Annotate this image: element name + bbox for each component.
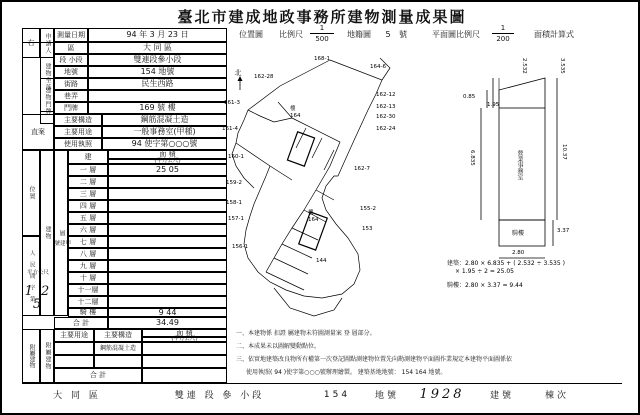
plan-scale-denominator: 200 <box>496 34 510 43</box>
parcel-label-144: 144 <box>316 258 327 264</box>
footer-floor-label: 棟次 <box>544 391 569 401</box>
floor-area-7 <box>108 248 227 260</box>
dim-left-085: 0.85 <box>463 94 476 100</box>
formula-line-1: 建築：2.80 × 6.835 + ( 2.532 ÷ 3.535 ) <box>447 260 565 267</box>
center-building-label-a: 樓 164 <box>290 106 301 119</box>
struct-label-2: 使用執照 <box>54 138 102 150</box>
footer-district: 大 同 區 <box>53 391 101 401</box>
floor-label-8: 九 層 <box>68 260 108 272</box>
floor-label-0: 一 層 <box>68 164 108 176</box>
footer-divider <box>22 383 622 384</box>
floor-vertical-label: 層 <box>54 150 68 316</box>
floor-area-9 <box>108 272 227 284</box>
right-mark: 右 <box>22 28 40 58</box>
row-value-section: 雙連段參小段 <box>88 54 227 66</box>
dim-left-195: 1.95 <box>487 102 500 108</box>
floor-area-0: 25 05 <box>108 164 227 176</box>
parcel-label-164-6: 164-6 <box>370 64 386 70</box>
attach-area-2 <box>142 355 227 368</box>
parcel-label-161-4: 161-4 <box>222 126 238 132</box>
building-location-label: 建物坐落 <box>40 42 54 112</box>
cadastral-map-no: 5 <box>385 30 391 39</box>
survey-date-label: 測量日期 <box>54 28 88 42</box>
attached-building-vertical: 附屬建物 <box>40 329 54 383</box>
floor-area-11 <box>108 296 227 308</box>
attach-struct-1: 鋼筋混凝土造 <box>94 342 142 355</box>
floor-label-1: 二 層 <box>68 176 108 188</box>
row-label-lane: 巷弄 <box>54 90 88 102</box>
parcel-label-155-2: 155-2 <box>360 206 376 212</box>
balcony-value: 9 44 <box>108 308 227 317</box>
parcel-label-162-30: 162-30 <box>376 114 396 120</box>
row-value-doorplate: 169 號 樓 <box>88 102 227 114</box>
note-line-1: 一、本建物係 扣證 屬建物未符圖測量案 登 層部分。 <box>236 330 376 337</box>
area-col-header: 面 積 <box>108 150 227 159</box>
main-building-label: 直案 <box>22 114 54 150</box>
scale-label: 比例尺 <box>279 30 303 39</box>
floor-area-4 <box>108 212 227 224</box>
attach-total-value <box>142 368 227 383</box>
floor-area-8 <box>108 260 227 272</box>
attach-col-struct: 主要構造 <box>94 329 142 342</box>
footer-build-label: 建號 <box>489 391 514 401</box>
balcony-label: 騎 樓 <box>68 308 108 317</box>
attached-building-label: 附屬建物 <box>22 329 40 383</box>
plan-calculation-panel <box>447 58 622 307</box>
attach-col-area: 面 積 <box>142 329 227 337</box>
floor-label-10: 十一層 <box>68 284 108 296</box>
parcel-label-153: 153 <box>362 226 373 232</box>
note-line-3: 三、依實地建築改良物所有權第一次登記圖點測建物位置先向勘測建物平面圖作業規定本建物平面圖係依 <box>236 356 513 363</box>
note-line-2: 二、本成果未以圖解變動點位。 <box>236 343 321 350</box>
parcel-label-158-1: 158-1 <box>226 200 242 206</box>
handwritten-number: 1 2 5 <box>24 284 52 312</box>
parcel-label-162-28: 162-28 <box>254 74 274 80</box>
row-label-section: 段 小段 <box>54 54 88 66</box>
north-label: 北 <box>234 68 242 77</box>
formula-line-2: × 1.95 ÷ 2 = 25.05 <box>455 268 514 275</box>
parcel-label-162-24: 162-24 <box>376 126 396 132</box>
floor-col-header: 建 <box>68 150 108 164</box>
dim-bottom-280: 2.80 <box>512 250 525 256</box>
total-value: 34.49 <box>108 317 227 329</box>
porch-label: 騎樓 <box>512 230 525 237</box>
struct-value-1: 一般事務室(甲種) <box>102 126 227 138</box>
floor-area-3 <box>108 200 227 212</box>
formula-line-3: 騎樓：2.80 × 3.37 = 9.44 <box>447 282 523 289</box>
area-unit: (平方公尺) <box>108 159 227 164</box>
parcel-label-162-12: 162-12 <box>376 92 396 98</box>
building-address-label: 建物門牌 <box>40 78 54 124</box>
floor-area-10 <box>108 284 227 296</box>
stamp-vertical-text: 人 民 間 字 第 <box>22 236 40 316</box>
row-value-street: 民生西路 <box>88 78 227 90</box>
floor-area-6 <box>108 236 227 248</box>
location-vertical-label: 位置 <box>22 150 40 236</box>
dim-top-2532: 2.532 <box>521 58 527 74</box>
parcel-label-161-3: 161-3 <box>224 100 240 106</box>
scale-denominator: 500 <box>315 34 329 43</box>
stamp-unit: 平方公尺 <box>26 270 49 277</box>
survey-date-value: 94 年 3 月 23 日 <box>88 28 227 42</box>
plan-diagram <box>457 62 622 262</box>
row-value-district: 大 同 區 <box>88 42 227 54</box>
struct-label-0: 主要構造 <box>54 114 102 126</box>
attach-col-use: 主要用途 <box>54 329 94 342</box>
dim-right-1037: 10.37 <box>561 144 567 160</box>
note-line-4: 使用執照( 94 )使字第○○○號辦理繪製。 建築基地地號： 154 164 地號。 <box>246 369 447 376</box>
floor-area-5 <box>108 224 227 236</box>
inner-room-label: 營業事務室 <box>516 150 523 180</box>
footer-build-no: 1928 <box>419 387 465 402</box>
plan-scale-numerator: 1 <box>492 24 514 34</box>
center-building-label-b: 樓 164 <box>308 210 319 223</box>
row-value-lotno: 154 地號 <box>88 66 227 78</box>
floor-label-5: 六 層 <box>68 224 108 236</box>
attach-col-area-unit: (平方公尺) <box>142 337 227 342</box>
cadastral-map-label: 地籍圖 <box>347 30 371 39</box>
row-label-street: 街路 <box>54 78 88 90</box>
total-label: 合 計 <box>54 317 108 329</box>
footer-bar <box>22 387 622 402</box>
row-label-doorplate: 門牌 <box>54 102 88 114</box>
dim-bottom-337: 3.37 <box>557 228 570 234</box>
parcel-label-157-1: 157-1 <box>228 216 244 222</box>
row-label-lotno: 地號 <box>54 66 88 78</box>
floor-label-11: 十二層 <box>68 296 108 308</box>
cadastral-drawing <box>222 56 415 323</box>
scale-numerator: 1 <box>310 24 334 34</box>
applicant-label: 申請人 <box>40 28 54 58</box>
stamp-line1: 甲建號 <box>53 240 71 246</box>
attach-struct-2 <box>94 355 142 368</box>
parcel-label-160-1: 160-1 <box>228 154 244 160</box>
page-title: 臺北市建成地政事務所建物測量成果圖 <box>177 8 467 26</box>
dim-mid-6835: 6.835 <box>469 150 475 166</box>
footer-lot-no: 154 <box>323 389 351 400</box>
position-map-label: 位置圖 <box>239 30 263 39</box>
attach-total-label: 合 計 <box>54 368 142 383</box>
floor-label-9: 十 層 <box>68 272 108 284</box>
struct-value-2: 94 使字第○○○號 <box>102 138 227 150</box>
footer-lot-suffix: 地號 <box>374 391 399 401</box>
area-formula-label: 面積計算式 <box>534 30 574 39</box>
cadastral-map-unit: 號 <box>399 30 407 39</box>
struct-label-1: 主要用途 <box>54 126 102 138</box>
attach-area-1 <box>142 342 227 355</box>
floor-label-3: 四 層 <box>68 200 108 212</box>
parcel-label-168-1: 168-1 <box>314 56 330 62</box>
row-value-lane <box>88 90 227 102</box>
parcel-label-159-2: 159-2 <box>226 180 242 186</box>
attach-use-1 <box>54 342 94 355</box>
floor-label-7: 八 層 <box>68 248 108 260</box>
floor-label-6: 七 層 <box>68 236 108 248</box>
row-label-district: 區 <box>54 42 88 54</box>
floor-label-2: 三 層 <box>68 188 108 200</box>
attach-use-2 <box>54 355 94 368</box>
floor-area-1 <box>108 176 227 188</box>
parcel-label-162-13: 162-13 <box>376 104 396 110</box>
floor-label-4: 五 層 <box>68 212 108 224</box>
parcel-label-162-7: 162-7 <box>354 166 370 172</box>
floor-area-2 <box>108 188 227 200</box>
building-vertical-label: 建物 <box>40 150 54 316</box>
dim-top-3535: 3.535 <box>559 58 565 74</box>
struct-value-0: 鋼筋混凝土造 <box>102 114 227 126</box>
footer-section: 雙連 段 參 小段 <box>174 391 265 401</box>
plan-scale-label: 平面圖比例尺 <box>432 30 480 39</box>
parcel-label-156-1: 156-1 <box>232 244 248 250</box>
